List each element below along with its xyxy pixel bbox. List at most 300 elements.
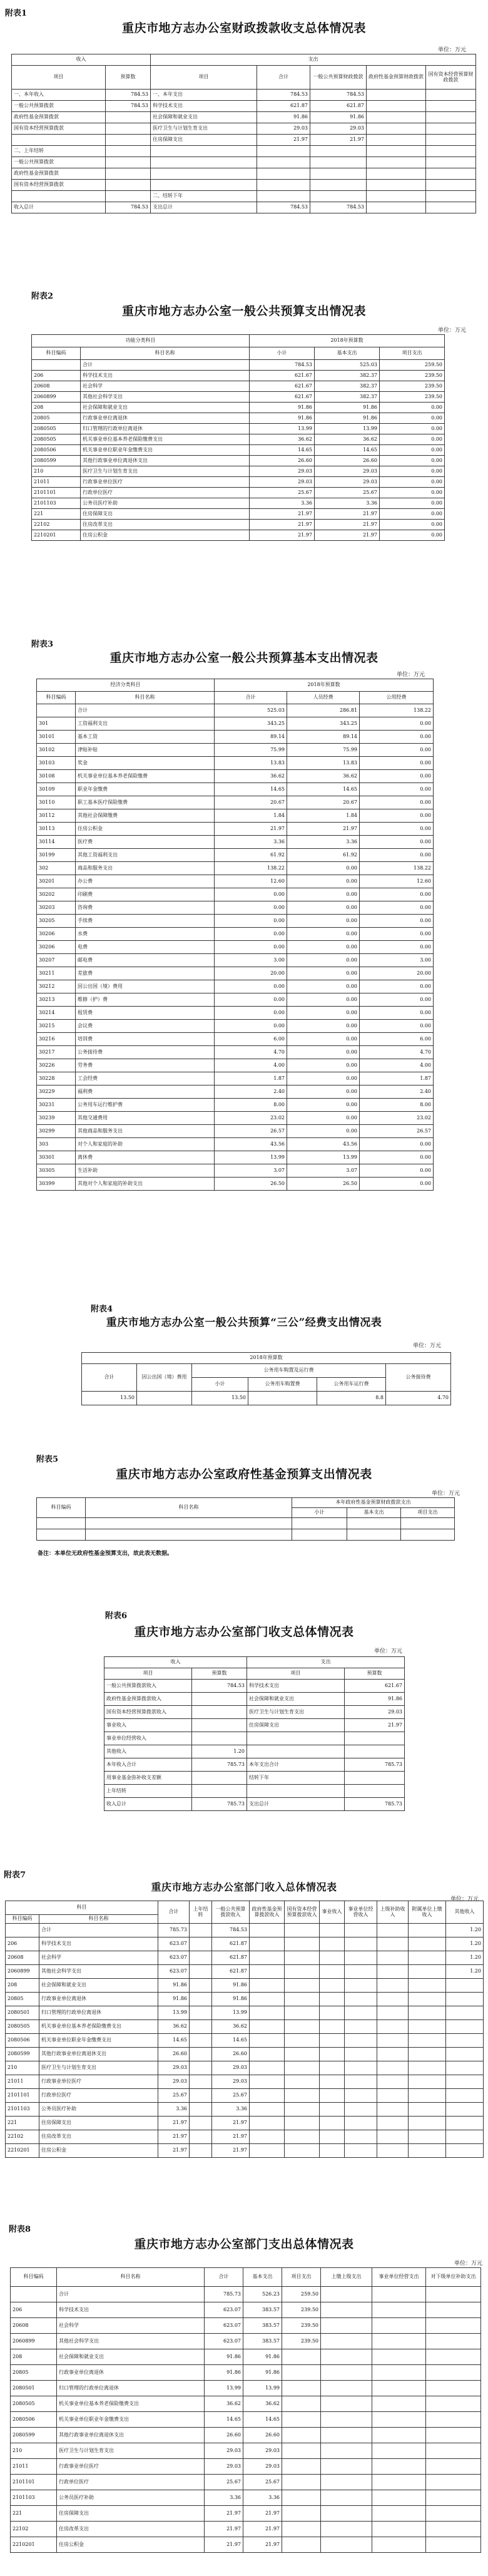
t7-cell (190, 1979, 212, 1993)
t8-cell: 383.57 (243, 2318, 282, 2334)
t8-cell (282, 2381, 321, 2396)
t7-cell (377, 2075, 409, 2089)
t7-cell (250, 2075, 285, 2089)
t7-cell (345, 1979, 377, 1993)
t2-cell: 239.50 (380, 392, 445, 403)
t3-cell: 0.00 (287, 875, 360, 888)
t8-cell: 13.99 (243, 2381, 282, 2396)
t1-cell (426, 90, 476, 101)
t7-cell (345, 2089, 377, 2103)
t8-cell: 2060899 (11, 2334, 57, 2349)
t7-cell (377, 1924, 409, 1937)
t8-row (11, 2537, 481, 2553)
t8-col: 项目支出 (282, 2268, 321, 2287)
t3-cell: 1.87 (215, 1072, 287, 1085)
t1-cell (426, 135, 476, 146)
t2-cell: 0.00 (380, 509, 445, 520)
t8-cell: 22102 (11, 2522, 57, 2537)
t8-col: 对下级单位补助支出 (426, 2268, 481, 2287)
t8-cell: 14.65 (205, 2412, 243, 2428)
t8-cell (282, 2475, 321, 2490)
t7-cell: 22102 (6, 2130, 39, 2144)
t1-cell (426, 123, 476, 135)
t7-cell (190, 2034, 212, 2048)
t7-cell (345, 2130, 377, 2144)
t2-row (32, 403, 445, 413)
t8-cell (372, 2537, 426, 2553)
t7-cell (345, 1993, 377, 2006)
t8-cell (282, 2365, 321, 2381)
t3-cell: 租赁费 (76, 1007, 215, 1020)
t8-cell (426, 2396, 481, 2412)
t8-row (11, 2443, 481, 2459)
t8-cell: 29.03 (205, 2459, 243, 2475)
t1-cell: 一、本年支出 (151, 90, 257, 101)
t3-cell: 30112 (37, 809, 76, 823)
t3-row (37, 901, 434, 915)
t7-cell (446, 2048, 484, 2061)
t3-cell: 0.00 (215, 928, 287, 941)
t6-row (104, 1680, 405, 1693)
t3-cell: 其他社会保障缴费 (76, 809, 215, 823)
t8-cell: 206 (11, 2302, 57, 2318)
t2-cell: 2080505 (32, 434, 81, 445)
t8-cell: 623.07 (205, 2318, 243, 2334)
t3-cell: 30217 (37, 1046, 76, 1059)
t7-cell (377, 2020, 409, 2034)
t8-cell (282, 2506, 321, 2522)
t7-row (6, 1951, 484, 1965)
t2-cell: 行政事业单位离退休 (81, 413, 250, 424)
t3-cell: 303 (37, 1138, 76, 1151)
t1-cell (367, 180, 426, 191)
t5-col-name: 科目名称 (86, 1498, 292, 1518)
t3-row (37, 1059, 434, 1072)
t7-cell: 91.86 (158, 1979, 190, 1993)
t7-col: 一般公共预算拨款收入 (212, 1901, 250, 1924)
t7-cell (6, 1924, 39, 1937)
t2-cell: 2080599 (32, 456, 81, 466)
t7-cell (285, 2103, 320, 2117)
t3-cell: 138.22 (360, 704, 434, 717)
t3-cell: 0.00 (360, 993, 434, 1007)
t7-cell: 2210201 (6, 2144, 39, 2158)
t7-row (6, 1924, 484, 1937)
t7-body (6, 1924, 484, 2158)
t1-head-row (12, 66, 476, 90)
t8-cell (372, 2412, 426, 2428)
t8-cell: 机关事业单位职业年金缴费支出 (57, 2412, 205, 2428)
t7-cell: 13.99 (212, 2006, 250, 2020)
t8-cell: 623.07 (205, 2302, 243, 2318)
t3-cell: 其他商品和服务支出 (76, 1125, 215, 1138)
t8-cell: 91.86 (205, 2365, 243, 2381)
t1-cell (12, 191, 106, 202)
t8-cell: 21.97 (205, 2506, 243, 2522)
t7-cell: 623.07 (158, 1965, 190, 1979)
t8-cell: 259.50 (282, 2287, 321, 2302)
t3-cell: 0.00 (287, 901, 360, 915)
t6-cell: 科学技术支出 (247, 1680, 345, 1693)
t8-cell (426, 2522, 481, 2537)
t3-cell: 基本工资 (76, 731, 215, 744)
t7-cell (345, 2075, 377, 2089)
t6-cell (247, 1785, 345, 1798)
t8-cell (282, 2412, 321, 2428)
t3-cell: 26.57 (215, 1125, 287, 1138)
t7-cell (190, 1951, 212, 1965)
t3-cell: 30213 (37, 993, 76, 1007)
table-1 (11, 54, 476, 213)
t7-cell (345, 2117, 377, 2130)
t3-cell: 21.97 (287, 823, 360, 836)
t6-cell: 21.97 (345, 1719, 405, 1732)
t7-cell (320, 2130, 345, 2144)
t1-cell (367, 168, 426, 180)
t6-cell: 住房保障支出 (247, 1719, 345, 1732)
t8-cell (321, 2365, 372, 2381)
t3-cell: 343.25 (215, 717, 287, 731)
t7-cell (409, 1937, 446, 1951)
t8-cell (426, 2443, 481, 2459)
t7-cell (377, 2006, 409, 2020)
t7-cell: 21011 (6, 2075, 39, 2089)
t8-cell: 210 (11, 2443, 57, 2459)
section-5 (0, 1446, 488, 1603)
t7-cell (190, 1924, 212, 1937)
t7-row (6, 2061, 484, 2075)
t2-cell: 社会科学 (81, 381, 250, 392)
t3-cell: 26.50 (215, 1178, 287, 1191)
t7-cell (446, 2103, 484, 2117)
t6-cell: 91.86 (345, 1693, 405, 1706)
t3-cell: 23.02 (215, 1112, 287, 1125)
t8-cell: 3.36 (243, 2490, 282, 2506)
t2-cell: 行政单位医疗 (81, 488, 250, 498)
t8-cell: 住房公积金 (57, 2537, 205, 2553)
t6-cell: 事业单位经营收入 (104, 1732, 192, 1745)
t1-cell: 784.53 (257, 202, 310, 213)
t2-cell: 259.50 (380, 360, 445, 371)
t2-cell: 2080505 (32, 424, 81, 434)
t3-cell: 办公费 (76, 875, 215, 888)
t3-cell: 30113 (37, 823, 76, 836)
t8-cell: 2080506 (11, 2412, 57, 2428)
t1-cell: 政府性基金预算拨款 (12, 168, 106, 180)
t2-cell: 社会保障和就业支出 (81, 403, 250, 413)
t7-cell (409, 2020, 446, 2034)
t8-cell (321, 2490, 372, 2506)
t3-cell: 0.00 (360, 915, 434, 928)
t8-cell: 91.86 (243, 2349, 282, 2365)
t7-cell: 1.20 (446, 1937, 484, 1951)
t7-cell (345, 1965, 377, 1979)
t1-cell (367, 90, 426, 101)
t3-row (37, 1178, 434, 1191)
t6-row (104, 1745, 405, 1758)
t7-cell (285, 1979, 320, 1993)
t1-col: 项目 (151, 66, 257, 90)
t1-cell: 91.86 (257, 112, 310, 123)
t2-cell: 0.00 (380, 520, 445, 530)
t3-cell: 30202 (37, 888, 76, 901)
t1-row (12, 191, 476, 202)
t7-cell: 其他行政事业单位离退休支出 (39, 2048, 158, 2061)
t4-col-subtotal: 小计 (192, 1378, 248, 1392)
t1-col: 合计 (257, 66, 310, 90)
t8-cell (426, 2428, 481, 2443)
t8-cell: 20805 (11, 2365, 57, 2381)
t7-row (6, 1993, 484, 2006)
t8-cell (321, 2459, 372, 2475)
t6-cell: 结转下年 (247, 1772, 345, 1785)
t2-row (32, 488, 445, 498)
t1-cell (310, 191, 367, 202)
t2-cell: 382.37 (315, 371, 380, 381)
t1-row (12, 90, 476, 101)
t3-col: 合计 (215, 692, 287, 704)
t6-cell (247, 1745, 345, 1758)
t3-cell: 0.00 (215, 901, 287, 915)
t1-cell: 国有资本经营预算拨款 (12, 180, 106, 191)
t7-cell (190, 2075, 212, 2089)
t1-cell (151, 180, 257, 191)
t7-cell (345, 2034, 377, 2048)
t7-cell (446, 2075, 484, 2089)
t6-cell: 用事业基金弥补收支差额 (104, 1772, 192, 1785)
t7-cell (250, 1965, 285, 1979)
t3-cell: 30109 (37, 783, 76, 796)
t7-cell: 91.86 (212, 1979, 250, 1993)
t1-cell: 政府性基金预算拨款 (12, 112, 106, 123)
table-title-3: 重庆市地方志办公室一般公共预算基本支出情况表 (109, 651, 379, 665)
t2-cell: 21.97 (250, 520, 315, 530)
t7-row (6, 2089, 484, 2103)
t7-cell (190, 2061, 212, 2075)
t8-row (11, 2396, 481, 2412)
t8-cell (426, 2381, 481, 2396)
t6-col: 项目 (104, 1668, 192, 1680)
t7-cell (320, 2020, 345, 2034)
t8-cell: 36.62 (205, 2396, 243, 2412)
t3-cell: 23.02 (360, 1112, 434, 1125)
t8-cell: 科学技术支出 (57, 2302, 205, 2318)
t7-cell: 26.60 (158, 2048, 190, 2061)
t3-cell: 3.07 (215, 1164, 287, 1178)
t3-cell: 0.00 (287, 954, 360, 967)
t3-row (37, 1046, 434, 1059)
t7-cell (409, 2034, 446, 2048)
t7-cell (285, 1965, 320, 1979)
t3-cell: 89.14 (215, 731, 287, 744)
t6-col: 项目 (247, 1668, 345, 1680)
t6-row (104, 1798, 405, 1811)
t6-cell (192, 1719, 247, 1732)
t6-cell: 支出总计 (247, 1798, 345, 1811)
t7-col-subject: 科目 (6, 1901, 158, 1915)
t6-cell: 其他收入 (104, 1745, 192, 1758)
t3-cell: 0.00 (360, 823, 434, 836)
t8-cell (282, 2522, 321, 2537)
t3-cell: 手续费 (76, 915, 215, 928)
t2-cell: 525.03 (315, 360, 380, 371)
t8-cell (321, 2318, 372, 2334)
t3-cell: 合计 (76, 704, 215, 717)
t3-cell: 0.00 (360, 796, 434, 809)
t1-cell (367, 202, 426, 213)
t7-cell: 2080501 (6, 2006, 39, 2020)
table-title-1: 重庆市地方志办公室财政拨款收支总体情况表 (121, 21, 366, 35)
t3-col: 科目编码 (37, 692, 76, 704)
t2-row (32, 466, 445, 477)
t6-cell: 1.20 (192, 1745, 247, 1758)
t7-col: 上级补助收入 (377, 1901, 409, 1924)
t1-cell (426, 157, 476, 168)
t3-cell: 印刷费 (76, 888, 215, 901)
t8-cell (426, 2318, 481, 2334)
t7-cell (409, 1951, 446, 1965)
t7-cell (190, 1993, 212, 2006)
t3-cell: 4.70 (360, 1046, 434, 1059)
t7-cell (250, 1951, 285, 1965)
t3-cell: 0.00 (287, 1125, 360, 1138)
t8-cell: 行政事业单位离退休 (57, 2365, 205, 2381)
t7-cell (377, 2117, 409, 2130)
t7-cell (250, 2006, 285, 2020)
section-4 (0, 1290, 488, 1434)
t1-head-expense: 支出 (151, 54, 476, 66)
t3-row (37, 796, 434, 809)
t8-cell (372, 2459, 426, 2475)
t8-cell: 383.57 (243, 2334, 282, 2349)
t2-cell: 21.97 (315, 530, 380, 541)
t7-cell (377, 1937, 409, 1951)
t8-cell: 2101101 (11, 2475, 57, 2490)
t3-cell: 3.00 (215, 954, 287, 967)
t2-cell: 其他行政事业单位离退休支出 (81, 456, 250, 466)
t4-head-budget: 2018年预算数 (82, 1353, 451, 1364)
t6-cell: 本年收入合计 (104, 1758, 192, 1772)
t3-row (37, 836, 434, 849)
t7-cell: 2101103 (6, 2103, 39, 2117)
t8-col: 事业单位经营支出 (372, 2268, 426, 2287)
t3-row (37, 1112, 434, 1125)
t2-cell: 14.65 (315, 445, 380, 456)
t2-head-func: 功能分类科目 (32, 335, 250, 347)
t8-cell: 526.23 (243, 2287, 282, 2302)
t8-cell (321, 2443, 372, 2459)
t3-cell: 0.00 (287, 993, 360, 1007)
t3-cell: 3.36 (215, 836, 287, 849)
t7-cell: 623.07 (158, 1951, 190, 1965)
t6-cell (192, 1693, 247, 1706)
t8-cell (426, 2365, 481, 2381)
t4-cell (248, 1392, 317, 1405)
t7-cell (320, 2075, 345, 2089)
t8-cell (321, 2537, 372, 2553)
t7-row (6, 2075, 484, 2089)
table-7 (5, 1901, 484, 2158)
t7-cell (285, 2075, 320, 2089)
unit-label-6: 单位：万元 (374, 1648, 403, 1655)
t6-cell (192, 1706, 247, 1719)
t7-cell: 合计 (39, 1924, 158, 1937)
t7-cell (446, 2006, 484, 2020)
t8-cell: 21.97 (205, 2537, 243, 2553)
t3-row (37, 757, 434, 770)
t7-cell (250, 2144, 285, 2158)
t7-cell: 1.20 (446, 1951, 484, 1965)
t7-cell (377, 2144, 409, 2158)
t8-cell: 21.97 (243, 2506, 282, 2522)
t3-cell: 8.00 (215, 1099, 287, 1112)
t7-cell (409, 1979, 446, 1993)
t8-cell: 社会保障和就业支出 (57, 2349, 205, 2365)
t2-row (32, 424, 445, 434)
t4-col-operation: 公务用车运行费 (317, 1378, 386, 1392)
t2-cell: 21.97 (315, 520, 380, 530)
t3-cell: 30205 (37, 915, 76, 928)
t7-cell (285, 2130, 320, 2144)
t3-cell: 0.00 (215, 1007, 287, 1020)
t8-cell: 2080599 (11, 2428, 57, 2443)
t8-cell (321, 2522, 372, 2537)
t4-col-reception: 公务接待费 (386, 1364, 451, 1392)
t2-cell: 91.86 (315, 403, 380, 413)
t1-cell (257, 168, 310, 180)
t8-cell: 25.67 (243, 2475, 282, 2490)
section-8 (0, 2210, 488, 2576)
t6-cell (247, 1732, 345, 1745)
t3-cell: 0.00 (215, 915, 287, 928)
table-title-6: 重庆市地方志办公室部门收支总体情况表 (134, 1625, 354, 1639)
t8-cell (321, 2349, 372, 2365)
t5-row (37, 1529, 455, 1541)
t3-cell: 0.00 (215, 993, 287, 1007)
t7-cell: 机关事业单位职业年金缴费支出 (39, 2034, 158, 2048)
t3-row (37, 1138, 434, 1151)
t3-cell: 4.00 (215, 1059, 287, 1072)
t7-cell (409, 2144, 446, 2158)
t7-col-name: 科目名称 (39, 1915, 158, 1924)
attach-label-8: 附表8 (9, 2225, 31, 2234)
t7-cell (377, 2048, 409, 2061)
t3-cell: 维修（护）费 (76, 993, 215, 1007)
t2-cell: 住房改革支出 (81, 520, 250, 530)
t3-cell: 30110 (37, 796, 76, 809)
t8-cell: 机关事业单位基本养老保险缴费支出 (57, 2396, 205, 2412)
t3-cell: 0.00 (287, 1033, 360, 1046)
t2-cell: 0.00 (380, 413, 445, 424)
t7-cell (320, 1965, 345, 1979)
t7-cell (285, 2006, 320, 2020)
t3-cell: 福利费 (76, 1085, 215, 1099)
t8-cell (282, 2349, 321, 2365)
t3-cell: 13.83 (215, 757, 287, 770)
t5-row (37, 1518, 455, 1529)
t3-cell: 住房公积金 (76, 823, 215, 836)
t8-cell: 行政事业单位医疗 (57, 2459, 205, 2475)
t1-cell (426, 202, 476, 213)
t6-cell: 本年支出合计 (247, 1758, 345, 1772)
t2-cell: 26.60 (315, 456, 380, 466)
t3-head-econ: 经济分类科目 (37, 679, 215, 692)
t6-cell: 政府性基金预算拨款收入 (104, 1693, 192, 1706)
t1-cell (310, 180, 367, 191)
t1-row (12, 168, 476, 180)
t7-cell (345, 2020, 377, 2034)
t6-body (104, 1680, 405, 1811)
